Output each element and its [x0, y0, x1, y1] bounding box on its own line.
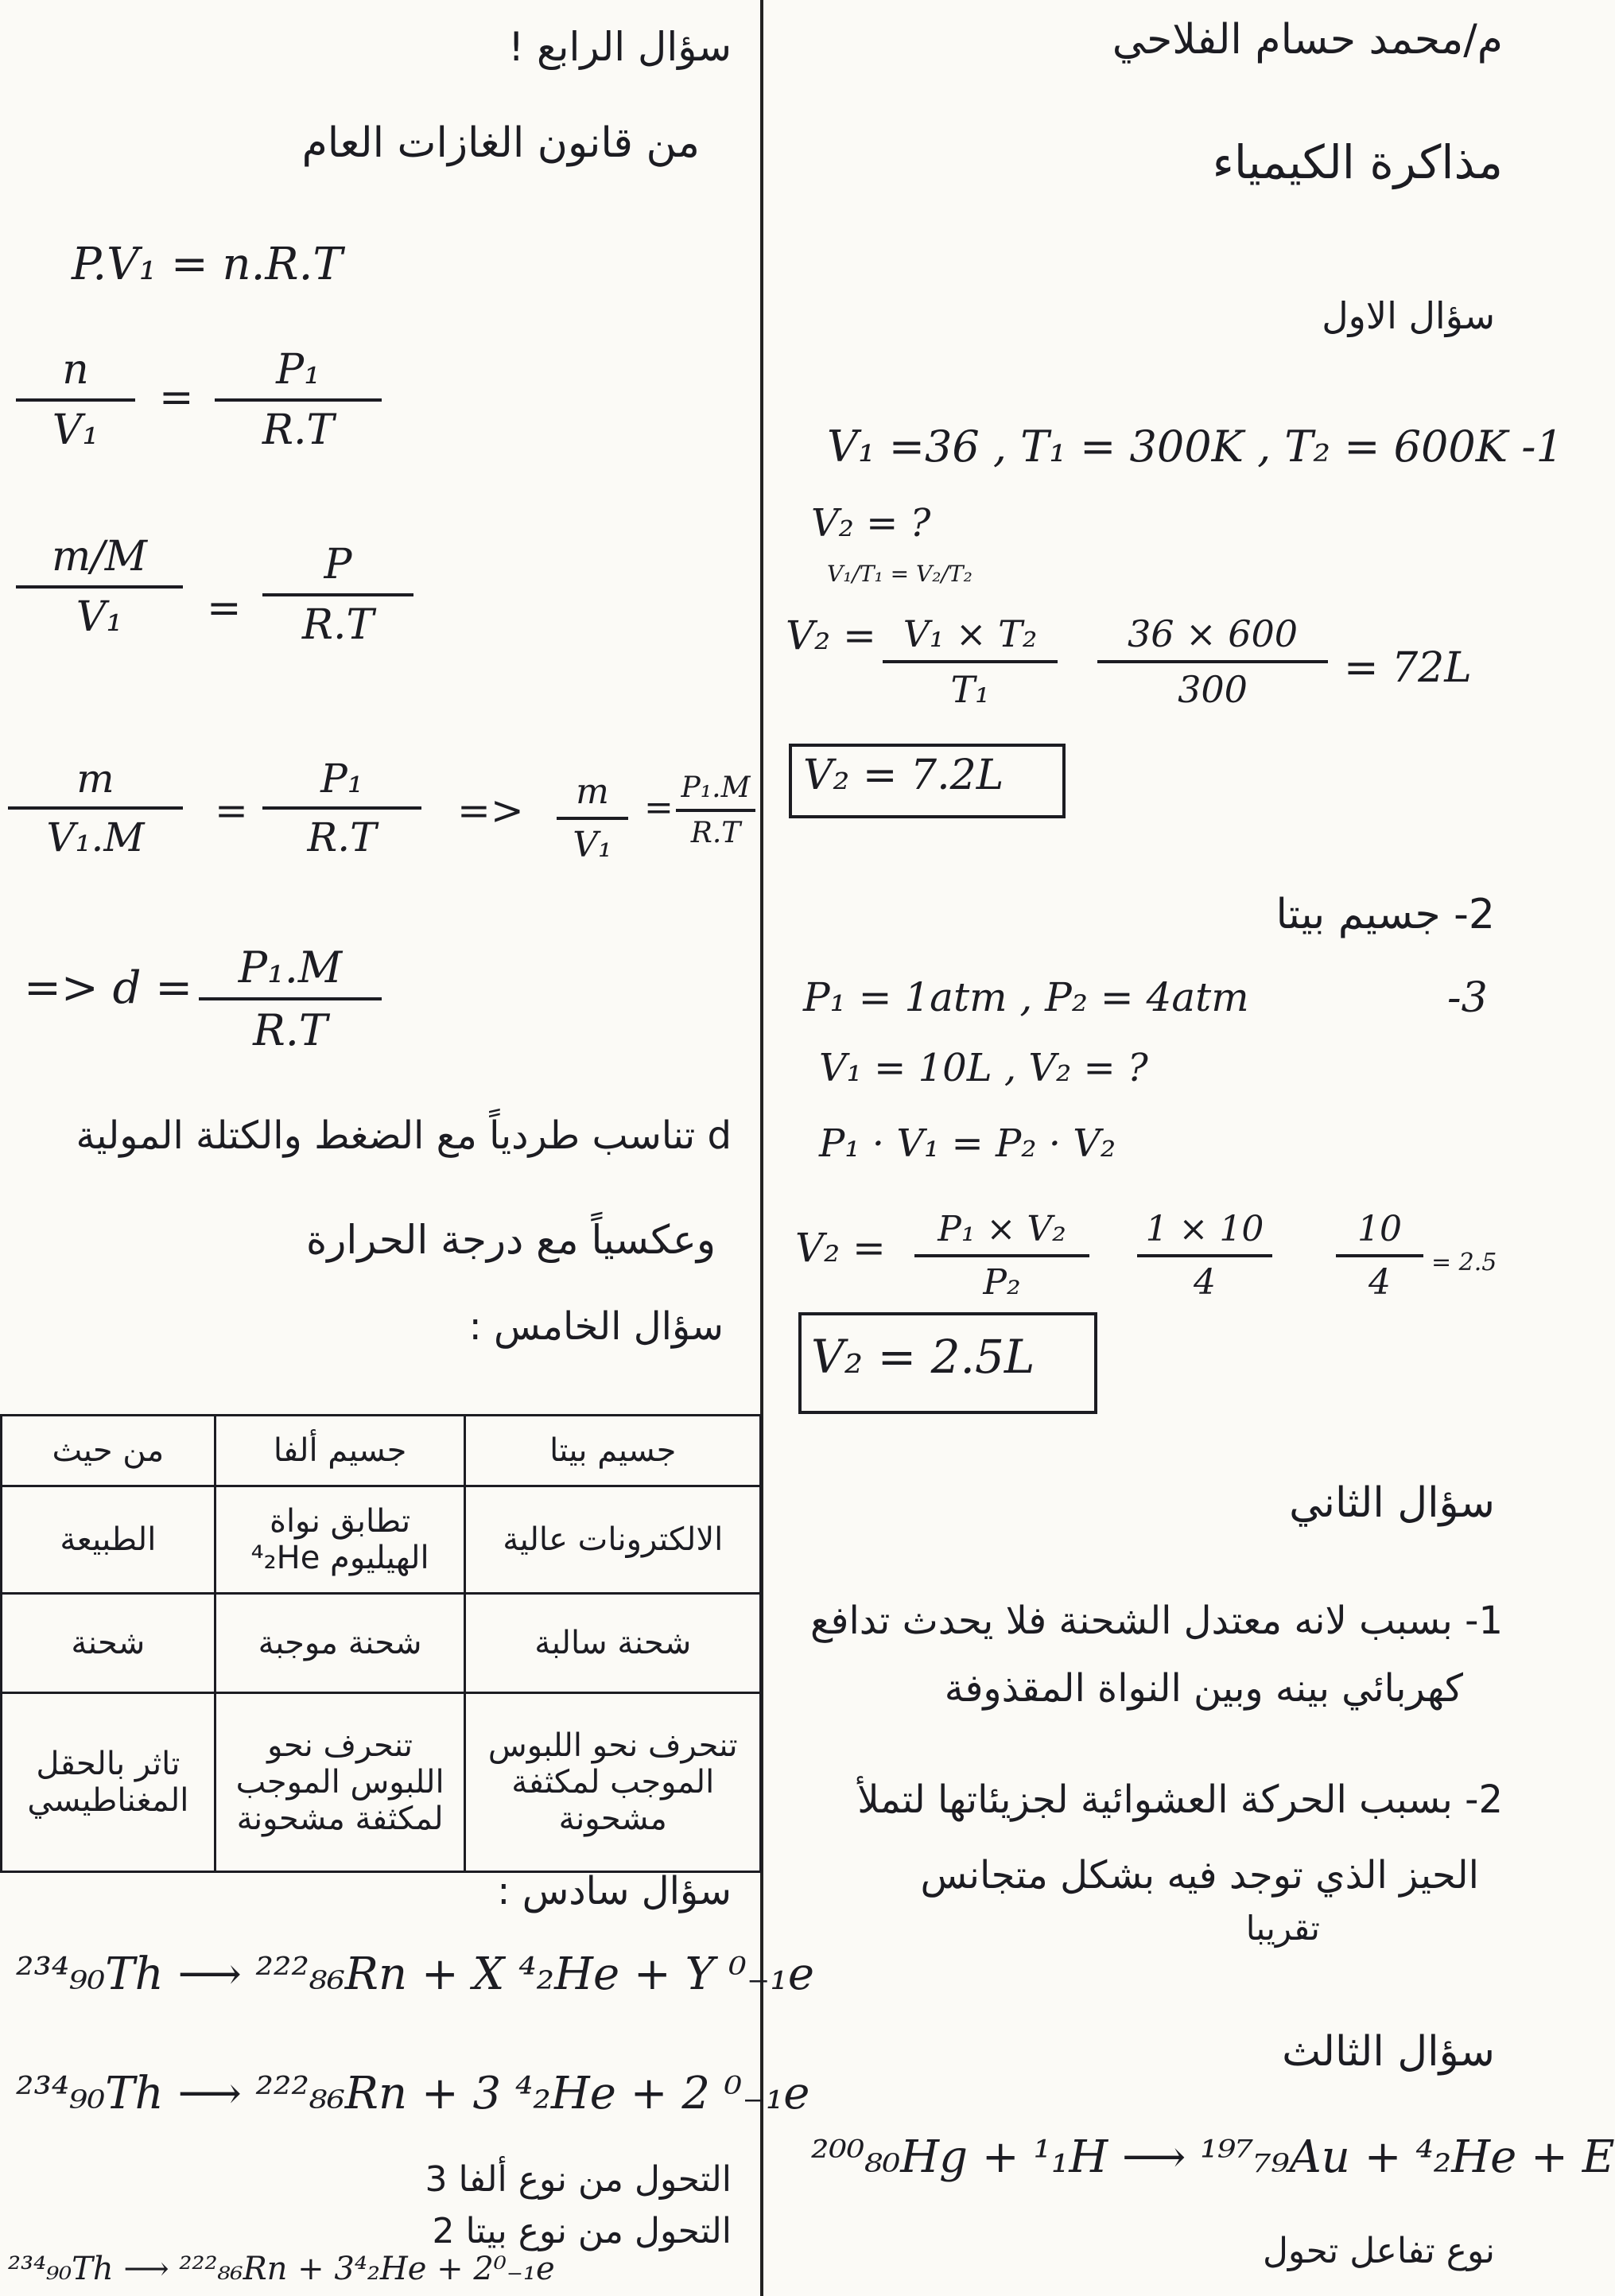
- q4-eq-3-left-num: m/M: [51, 533, 148, 581]
- table-cell: تنحرف نحو اللبوس الموجب لمكثفة مشحونة: [465, 1693, 761, 1872]
- q1-unknown: V₂ = ?: [811, 501, 931, 546]
- q4-eq-3-right-num: P: [324, 541, 352, 589]
- q6-equation-1: ²³⁴₉₀Th ⟶ ²²²₈₆Rn + X ⁴₂He + Y ⁰₋₁e: [16, 1948, 814, 2000]
- q1-fraction-2: [1097, 612, 1328, 711]
- q4-eq-4-left: [8, 756, 183, 861]
- alpha-beta-comparison-table: [0, 1414, 762, 1873]
- q4-eq-5-den: R.T: [253, 1005, 328, 1055]
- q6-equation-2: ²³⁴₉₀Th ⟶ ²²²₈₆Rn + 3 ⁴₂He + 2 ⁰₋₁e: [16, 2068, 810, 2119]
- q3-number: -3: [1447, 974, 1488, 1022]
- table-cell: تنحرف نحو اللبوس الموجب لمكثفة مشحونة: [215, 1693, 465, 1872]
- q4-eq-2-right-num: P₁: [276, 346, 320, 394]
- q2-answer-1-cont: كهربائي بينه وبين النواة المقذوفة: [944, 1666, 1463, 1711]
- q1-fraction-2-den: 300: [1178, 668, 1248, 711]
- q4-eq-3-left-den: V₁: [76, 593, 123, 641]
- table-row: [2, 1486, 761, 1594]
- q1-fraction-1-num: V₁ × T₂: [903, 612, 1038, 655]
- q4-eq-3-equals: =: [207, 585, 242, 632]
- q4-eq-4-right-den: R.T: [307, 814, 377, 861]
- q4-eq-4-end: [676, 771, 755, 849]
- q1-given: V₁ =36 , T₁ = 300K , T₂ = 600K -1: [827, 422, 1563, 472]
- q3-fraction-2-den: 4: [1194, 1262, 1216, 1303]
- q2-item-beta: 2- جسيم بيتا: [1275, 891, 1495, 938]
- q4-eq-4-mid: [557, 771, 628, 865]
- q2-answer-2: 2- بسبب الحركة العشوائية لجزيئاتها لتملأ: [857, 1777, 1503, 1822]
- q3-given-2: V₁ = 10L , V₂ = ?: [819, 1046, 1148, 1090]
- q4-eq-2-left-den: V₁: [52, 406, 99, 454]
- q4-eq-1: P.V₁ = n.R.T: [72, 239, 343, 290]
- q3-law: P₁ · V₁ = P₂ · V₂: [819, 1121, 1116, 1166]
- q4-eq-4-end-den: R.T: [690, 817, 741, 849]
- question-1-title: سؤال الاول: [1322, 294, 1495, 337]
- q1-answer: V₂ = 7.2L: [803, 752, 1004, 799]
- q4-eq-2-right-den: R.T: [262, 406, 335, 454]
- q4-eq-2-left: [16, 346, 135, 454]
- table-cell: الطبيعة: [2, 1486, 215, 1594]
- q4-eq-3-right-den: R.T: [301, 601, 375, 649]
- q4-intro: من قانون الغازات العام: [301, 119, 700, 167]
- q4-eq-4-mid-num: m: [576, 771, 609, 812]
- q4-eq-4-equals-2: =: [644, 787, 674, 828]
- q4-eq-4-left-den: V₁.M: [46, 814, 145, 861]
- q1-lhs: V₂ =: [786, 612, 876, 658]
- q3-given: P₁ = 1atm , P₂ = 4atm: [803, 974, 1249, 1020]
- table-cell: الالكترونات عالية: [465, 1486, 761, 1594]
- q1-fraction-1-den: T₁: [950, 668, 990, 711]
- q4-conclusion-2: وعكسياً مع درجة الحرارة: [306, 1217, 716, 1263]
- q3-fraction-3: [1336, 1209, 1423, 1303]
- q4-eq-5-lhs: => d =: [24, 962, 193, 1014]
- q1-fraction-1: [883, 612, 1058, 711]
- q4-eq-3-left: [16, 533, 183, 641]
- table-header-row: [2, 1416, 761, 1486]
- q4-eq-4-arrow: =>: [457, 787, 524, 833]
- q4-eq-5: [199, 942, 382, 1055]
- q1-law: V₁/T₁ = V₂/T₂: [827, 561, 972, 587]
- q2-answer-1: 1- بسبب لانه معتدل الشحنة فلا يحدث تدافع: [809, 1599, 1503, 1643]
- q3-answer: V₂ = 2.5L: [811, 1330, 1035, 1384]
- q3-fraction-2-num: 1 × 10: [1145, 1209, 1264, 1249]
- q3-fraction-1: [914, 1209, 1089, 1303]
- table-cell: تطابق نواة الهيليوم ⁴₂He: [215, 1486, 465, 1594]
- table-row: [2, 1594, 761, 1693]
- q3-fraction-3-num: 10: [1357, 1209, 1402, 1249]
- table-header-criteria: من حيث: [2, 1416, 215, 1486]
- q1-result-inline: = 72L: [1344, 644, 1472, 692]
- table-cell: تاثر بالحقل المغناطيسي: [2, 1693, 215, 1872]
- q4-eq-4-end-num: P₁.M: [681, 771, 751, 804]
- table-cell: شحنة سالبة: [465, 1594, 761, 1693]
- table-row: [2, 1693, 761, 1872]
- q6-alpha-count: التحول من نوع ألفا 3: [425, 2159, 732, 2200]
- q3-lhs: V₂ =: [795, 1225, 886, 1271]
- q2-answer-2-cont: الحيز الذي توجد فيه بشكل متجانس: [920, 1853, 1479, 1898]
- q4-eq-4-left-num: m: [76, 756, 115, 802]
- q3-fraction-1-num: P₁ × V₂: [938, 1209, 1066, 1249]
- q3-fraction-3-den: 4: [1368, 1262, 1391, 1303]
- question-5-title: سؤال الخامس :: [468, 1304, 724, 1349]
- q3-nuclear-reaction: ²⁰⁰₈₀Hg + ¹₁H ⟶ ¹⁹⁷₇₉Au + ⁴₂He + E: [811, 2131, 1615, 2183]
- q2-answer-2-cont-2: تقريبا: [1245, 1909, 1320, 1948]
- q3-reaction-note: نوع تفاعل تحول: [1262, 2231, 1495, 2271]
- question-4-title: سؤال الرابع !: [508, 24, 732, 70]
- author-name: م/محمد حسام الفلاحي: [1112, 16, 1503, 64]
- q6-equation-3: ²³⁴₉₀Th ⟶ ²²²₈₆Rn + 3⁴₂He + 2⁰₋₁e: [8, 2251, 555, 2287]
- q4-eq-4-equals: =: [215, 787, 248, 833]
- question-6-title: سؤال سادس :: [497, 1869, 732, 1913]
- q4-conclusion-1: d تناسب طردياً مع الضغط والكتلة المولية: [76, 1113, 732, 1158]
- q4-eq-2-left-num: n: [62, 346, 89, 394]
- q4-eq-4-right-num: P₁: [320, 756, 363, 802]
- question-3-title: سؤال الثالث: [1282, 2028, 1495, 2076]
- q4-eq-2-equals: =: [159, 374, 194, 422]
- q4-eq-3-right: [262, 541, 413, 649]
- table-cell: شحنة موجبة: [215, 1594, 465, 1693]
- q1-fraction-2-num: 36 × 600: [1127, 612, 1299, 655]
- q6-beta-count: التحول من نوع بيتا 2: [432, 2211, 732, 2251]
- question-2-title: سؤال الثاني: [1289, 1479, 1495, 1527]
- q4-eq-4-right: [262, 756, 421, 861]
- q4-eq-4-mid-den: V₁: [573, 825, 612, 865]
- q3-fraction-2: [1137, 1209, 1272, 1303]
- q4-eq-2-right: [215, 346, 382, 454]
- table-header-alpha: جسيم ألفا: [215, 1416, 465, 1486]
- q3-fraction-1-den: P₂: [983, 1262, 1021, 1303]
- table-header-beta: جسيم بيتا: [465, 1416, 761, 1486]
- q4-eq-5-num: P₁.M: [238, 942, 343, 993]
- q3-tail: = 2.5: [1431, 1249, 1497, 1276]
- notes-title: مذاكرة الكيمياء: [1212, 135, 1503, 189]
- table-cell: شحنة: [2, 1594, 215, 1693]
